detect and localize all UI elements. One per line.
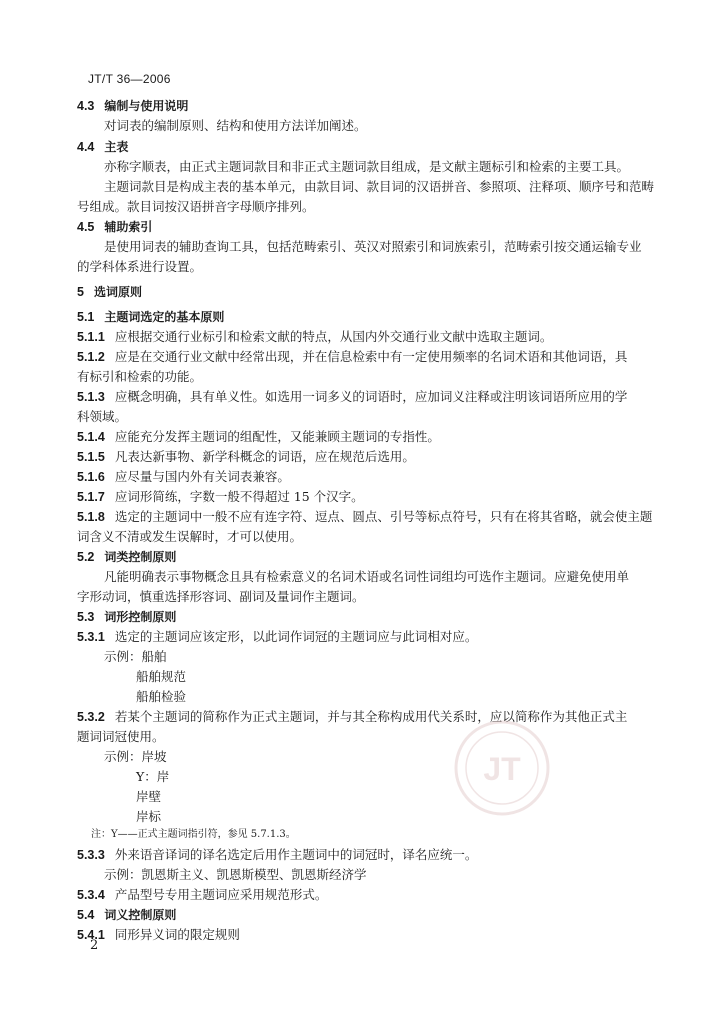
text-line [77, 469, 290, 485]
clause-text: 亦称字顺表，由正式主题词款目和非正式主题词款目组成，是文献主题标引和检索的主要工具。 [104, 159, 630, 174]
text-line [77, 259, 202, 275]
clause-text: 示例：凯恩斯主义、凯恩斯模型、凯恩斯经济学 [104, 867, 367, 882]
text-line [104, 867, 367, 883]
page-number: 2 [90, 938, 99, 953]
section-heading [77, 609, 176, 625]
clause-text: 示例：岸坡 [104, 749, 167, 764]
clause-text: 注：Y——正式主题词指引符，参见 5.7.1.3。 [91, 829, 296, 840]
section-heading [77, 309, 224, 325]
text-line [104, 649, 167, 665]
clause-number: 5.1.6 [77, 470, 105, 484]
clause-number: 5.3.1 [77, 630, 105, 644]
text-line [77, 489, 364, 505]
text-line [104, 749, 167, 765]
text-line [77, 887, 327, 903]
text-line [77, 409, 127, 425]
clause-text: 应是在交通行业文献中经常出现，并在信息检索中有一定使用频率的名词术语和其他词语，具 [114, 349, 628, 364]
clause-text: 主题词款目是构成主表的基本单元，由款目词、款目词的汉语拼音、参照项、注释项、顺序号和范畴 [104, 179, 655, 194]
clause-number: 5.1.8 [77, 510, 105, 524]
clause-text: 字形动词，慎重选择形容词、副词及量词作主题词。 [77, 589, 365, 604]
clause-text: 凡表达新事物、新学科概念的词语，应在规范后选用。 [114, 449, 415, 464]
note-text [91, 827, 296, 843]
clause-text: 应根据交通行业标引和检索文献的特点，从国内外交通行业文献中选取主题词。 [114, 329, 553, 344]
clause-text: 科领域。 [77, 409, 128, 424]
section-heading [77, 139, 128, 155]
text-line [77, 729, 165, 745]
clause-number: 5.1.3 [77, 390, 105, 404]
text-line [104, 179, 654, 195]
clause-number: 5.1.5 [77, 450, 105, 464]
text-line [104, 118, 367, 134]
clause-text: 号组成。款目词按汉语拼音字母顺序排列。 [77, 199, 315, 214]
clause-number: 5.1.1 [77, 330, 105, 344]
clause-text: 应概念明确，具有单义性。如选用一词多义的词语时，应加词义注释或注明该词语所应用的学 [114, 389, 628, 404]
section-heading [77, 549, 176, 565]
text-line [136, 669, 186, 685]
clause-text: 应尽量与国内外有关词表兼容。 [114, 469, 290, 484]
text-line [77, 449, 415, 465]
text-line [77, 369, 202, 385]
clause-text: 同形异义词的限定规则 [114, 927, 240, 942]
clause-number: 5.1.4 [77, 430, 105, 444]
clause-text: 主题词选定的基本原则 [104, 310, 225, 324]
clause-text: 词义控制原则 [104, 908, 177, 922]
clause-number: 4.3 [77, 99, 95, 113]
clause-number: 5.2 [77, 550, 95, 564]
stamp-text: JT [483, 751, 521, 787]
clause-text: 题词词冠使用。 [77, 729, 165, 744]
clause-text: 词类控制原则 [104, 550, 177, 564]
clause-text: 应能充分发挥主题词的组配性，又能兼顾主题词的专指性。 [114, 429, 440, 444]
clause-text: 词含义不清或发生误解时，才可以使用。 [77, 529, 303, 544]
text-line [77, 199, 315, 215]
clause-text: 选定的主题词中一般不应有连字符、逗点、圆点、引号等标点符号，只有在将其省略，就会使主题 [114, 509, 653, 524]
text-line [104, 159, 629, 175]
text-line [77, 509, 652, 525]
section-heading [77, 907, 176, 923]
jt-watermark-stamp [452, 718, 552, 818]
section-heading [77, 219, 152, 235]
clause-number: 5.1 [77, 310, 95, 324]
clause-number: 5.1.7 [77, 490, 105, 504]
clause-number: 4.5 [77, 220, 95, 234]
clause-text: 选定的主题词应该定形，以此词作词冠的主题词应与此词相对应。 [114, 629, 478, 644]
text-line [136, 769, 169, 785]
text-line [136, 789, 161, 805]
clause-text: 有标引和检索的功能。 [77, 369, 203, 384]
text-line [77, 847, 477, 863]
text-line [77, 389, 627, 405]
text-line [77, 529, 302, 545]
clause-number: 5.3.4 [77, 888, 105, 902]
clause-text: 的学科体系进行设置。 [77, 259, 203, 274]
clause-text: 船舶规范 [136, 669, 187, 684]
clause-text: 对词表的编制原则、结构和使用方法详加阐述。 [104, 118, 367, 133]
clause-number: 5.3 [77, 610, 95, 624]
clause-text: 词形控制原则 [104, 610, 177, 624]
clause-number: 5 [77, 285, 84, 299]
text-line [136, 809, 161, 825]
clause-text: 产品型号专用主题词应采用规范形式。 [114, 887, 328, 902]
text-line [104, 569, 629, 585]
text-line [77, 927, 240, 943]
clause-text: Y：岸 [136, 769, 170, 784]
clause-text: 辅助索引 [104, 220, 153, 234]
text-line [104, 239, 642, 255]
section-heading [77, 98, 188, 114]
clause-number: 4.4 [77, 140, 95, 154]
clause-number: 5.3.3 [77, 848, 105, 862]
clause-text: 示例：船舶 [104, 649, 167, 664]
text-line [77, 589, 365, 605]
clause-text: 船舶检验 [136, 689, 187, 704]
clause-text: 是使用词表的辅助查询工具，包括范畴索引、英汉对照索引和词族索引，范畴索引按交通运输专业 [104, 239, 642, 254]
clause-text: 主表 [104, 140, 129, 154]
clause-text: 若某个主题词的简称作为正式主题词，并与其全称构成用代关系时，应以简称作为其他正式主 [114, 709, 628, 724]
clause-number: 5.4 [77, 908, 95, 922]
clause-text: 岸标 [136, 809, 162, 824]
section-heading [77, 284, 142, 300]
text-line [77, 629, 477, 645]
clause-text: 岸壁 [136, 789, 162, 804]
standard-code-header: JT/T 36—2006 [88, 72, 171, 86]
text-line [136, 689, 186, 705]
clause-text: 凡能明确表示事物概念且具有检索意义的名词术语或名词性词组均可选作主题词。应避免使用单 [104, 569, 630, 584]
clause-text: 应词形简练，字数一般不得超过 15 个汉字。 [114, 489, 364, 504]
clause-number: 5.3.2 [77, 710, 105, 724]
clause-number: 5.1.2 [77, 350, 105, 364]
text-line [77, 349, 627, 365]
clause-number: 5.4.1 [77, 928, 105, 942]
text-line [77, 329, 552, 345]
clause-text: 编制与使用说明 [104, 99, 189, 113]
clause-text: 选词原则 [93, 285, 142, 299]
clause-text: 外来语音译词的译名选定后用作主题词中的词冠时，译名应统一。 [114, 847, 478, 862]
text-line [77, 429, 440, 445]
